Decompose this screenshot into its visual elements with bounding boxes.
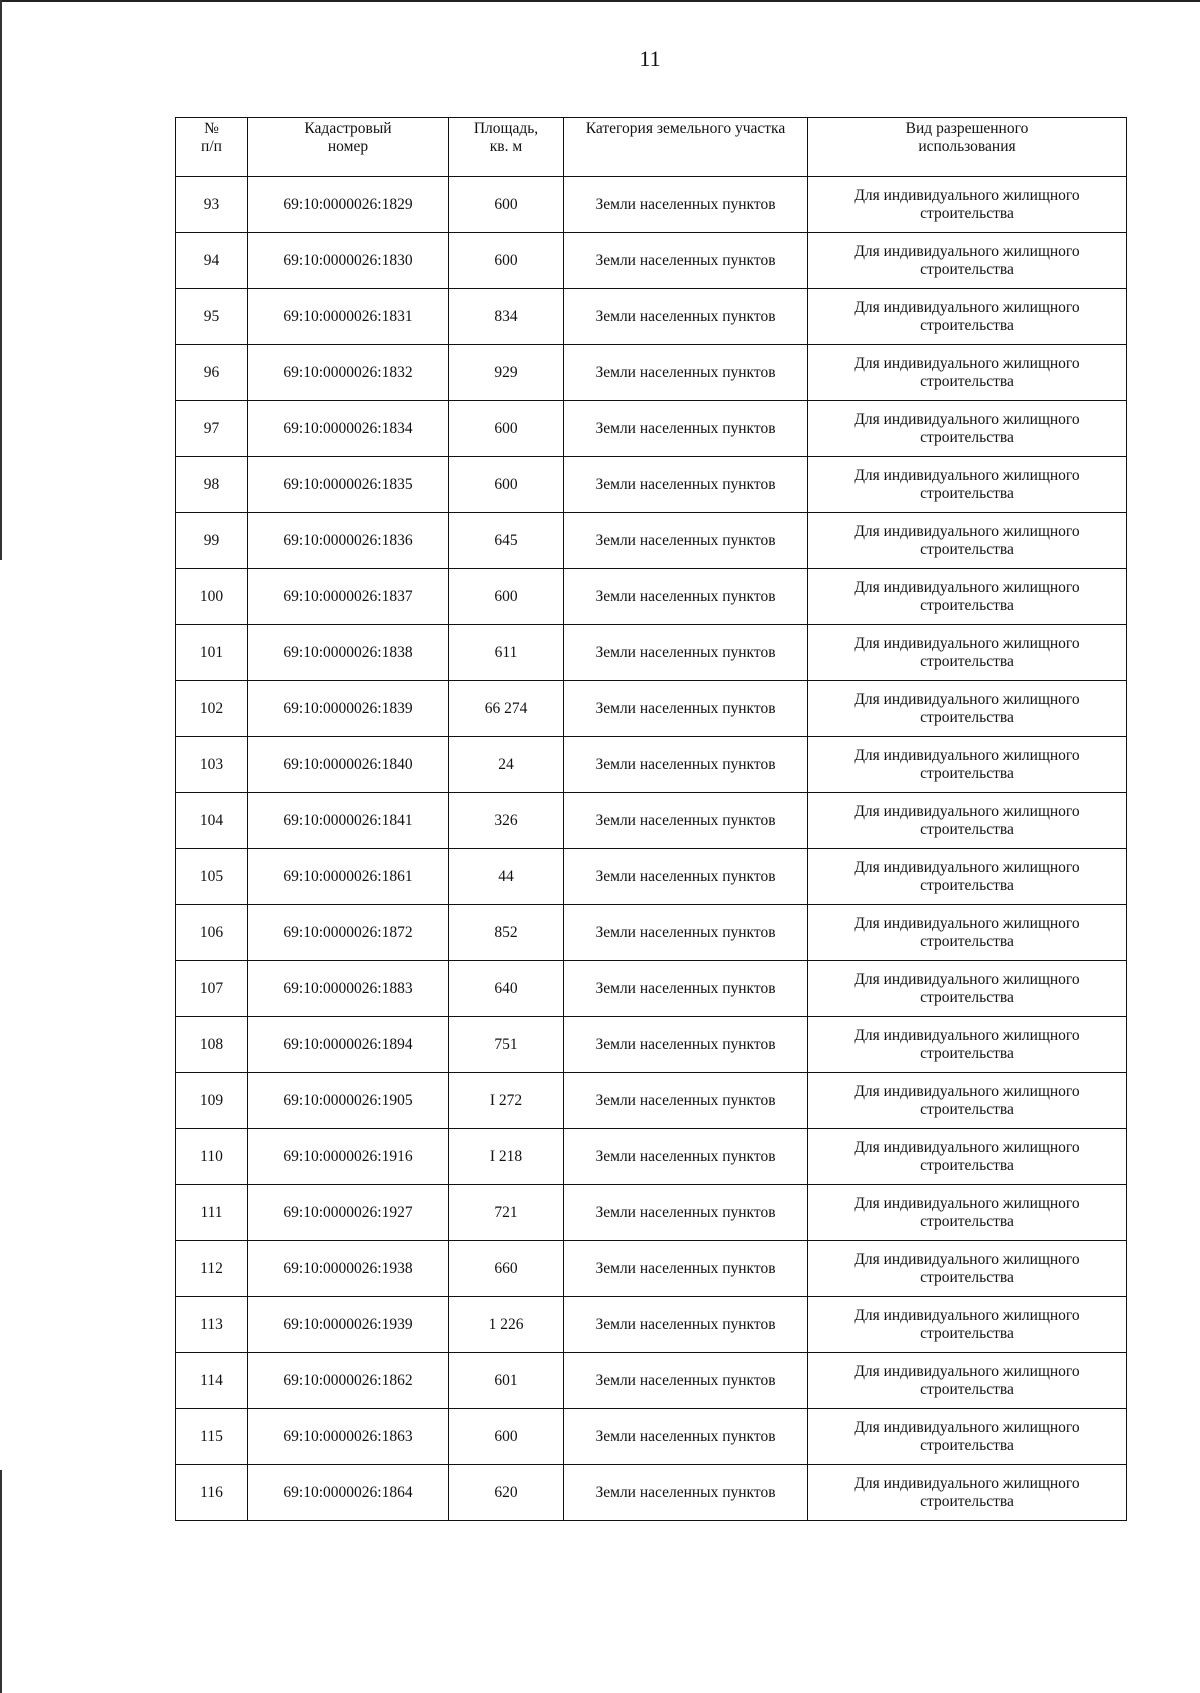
cell-number: 98 [176, 457, 248, 513]
header-cadastral-number: Кадастровый номер [248, 118, 449, 177]
cell-number: 93 [176, 177, 248, 233]
cell-permitted-use: Для индивидуального жилищного строительства [808, 457, 1127, 513]
cell-permitted-use: Для индивидуального жилищного строительства [808, 569, 1127, 625]
cell-permitted-use: Для индивидуального жилищного строительства [808, 1241, 1127, 1297]
cell-number: 105 [176, 849, 248, 905]
table-row [176, 905, 1127, 961]
cell-area: 640 [449, 961, 564, 1017]
cell-number: 110 [176, 1129, 248, 1185]
cell-number: 115 [176, 1409, 248, 1465]
cell-land-category: Земли населенных пунктов [564, 905, 808, 961]
cell-number: 114 [176, 1353, 248, 1409]
cell-permitted-use: Для индивидуального жилищного строительства [808, 681, 1127, 737]
cell-cadastral-number: 69:10:0000026:1839 [248, 681, 449, 737]
table-row [176, 793, 1127, 849]
cell-area: 834 [449, 289, 564, 345]
cell-number: 103 [176, 737, 248, 793]
cell-permitted-use: Для индивидуального жилищного строительства [808, 289, 1127, 345]
cell-number: 113 [176, 1297, 248, 1353]
cell-permitted-use: Для индивидуального жилищного строительства [808, 737, 1127, 793]
cell-land-category: Земли населенных пунктов [564, 1185, 808, 1241]
cell-cadastral-number: 69:10:0000026:1863 [248, 1409, 449, 1465]
table-header-row [176, 118, 1127, 177]
cell-permitted-use: Для индивидуального жилищного строительства [808, 793, 1127, 849]
table-row [176, 513, 1127, 569]
cell-cadastral-number: 69:10:0000026:1938 [248, 1241, 449, 1297]
cell-permitted-use: Для индивидуального жилищного строительства [808, 1073, 1127, 1129]
page-edge-left [0, 0, 2, 560]
cell-permitted-use: Для индивидуального жилищного строительства [808, 345, 1127, 401]
table-row [176, 345, 1127, 401]
table-row [176, 1241, 1127, 1297]
cell-permitted-use: Для индивидуального жилищного строительства [808, 401, 1127, 457]
land-parcels-table [175, 117, 1127, 1521]
table-row [176, 681, 1127, 737]
cell-area: 1 226 [449, 1297, 564, 1353]
header-land-category: Категория земельного участка [564, 118, 808, 177]
cell-permitted-use: Для индивидуального жилищного строительства [808, 1185, 1127, 1241]
cell-area: 24 [449, 737, 564, 793]
cell-cadastral-number: 69:10:0000026:1872 [248, 905, 449, 961]
cell-permitted-use: Для индивидуального жилищного строительства [808, 1409, 1127, 1465]
cell-number: 99 [176, 513, 248, 569]
cell-permitted-use: Для индивидуального жилищного строительства [808, 905, 1127, 961]
cell-land-category: Земли населенных пунктов [564, 569, 808, 625]
table-row [176, 961, 1127, 1017]
cell-land-category: Земли населенных пунктов [564, 849, 808, 905]
cell-area: 600 [449, 457, 564, 513]
cell-permitted-use: Для индивидуального жилищного строительства [808, 961, 1127, 1017]
cell-cadastral-number: 69:10:0000026:1841 [248, 793, 449, 849]
table-row [176, 1185, 1127, 1241]
cell-cadastral-number: 69:10:0000026:1840 [248, 737, 449, 793]
cell-cadastral-number: 69:10:0000026:1837 [248, 569, 449, 625]
cell-number: 102 [176, 681, 248, 737]
table-row [176, 401, 1127, 457]
cell-cadastral-number: 69:10:0000026:1832 [248, 345, 449, 401]
cell-number: 97 [176, 401, 248, 457]
cell-area: 600 [449, 569, 564, 625]
cell-area: 44 [449, 849, 564, 905]
cell-area: 852 [449, 905, 564, 961]
cell-cadastral-number: 69:10:0000026:1883 [248, 961, 449, 1017]
cell-area: 751 [449, 1017, 564, 1073]
cell-land-category: Земли населенных пунктов [564, 401, 808, 457]
cell-cadastral-number: 69:10:0000026:1905 [248, 1073, 449, 1129]
cell-land-category: Земли населенных пунктов [564, 1409, 808, 1465]
cell-number: 111 [176, 1185, 248, 1241]
cell-area: 721 [449, 1185, 564, 1241]
cell-area: I 272 [449, 1073, 564, 1129]
cell-number: 100 [176, 569, 248, 625]
table-row [176, 1073, 1127, 1129]
cell-number: 116 [176, 1465, 248, 1521]
cell-land-category: Земли населенных пунктов [564, 513, 808, 569]
cell-land-category: Земли населенных пунктов [564, 233, 808, 289]
cell-land-category: Земли населенных пунктов [564, 681, 808, 737]
cell-permitted-use: Для индивидуального жилищного строительства [808, 1017, 1127, 1073]
cell-area: 600 [449, 177, 564, 233]
cell-permitted-use: Для индивидуального жилищного строительства [808, 177, 1127, 233]
cell-land-category: Земли населенных пунктов [564, 961, 808, 1017]
cell-cadastral-number: 69:10:0000026:1861 [248, 849, 449, 905]
cell-number: 108 [176, 1017, 248, 1073]
cell-area: 601 [449, 1353, 564, 1409]
cell-land-category: Земли населенных пунктов [564, 1297, 808, 1353]
cell-land-category: Земли населенных пунктов [564, 1241, 808, 1297]
cell-area: 600 [449, 233, 564, 289]
cell-land-category: Земли населенных пунктов [564, 625, 808, 681]
cell-area: 611 [449, 625, 564, 681]
table-row [176, 1465, 1127, 1521]
table-row [176, 1129, 1127, 1185]
header-area: Площадь, кв. м [449, 118, 564, 177]
cell-number: 107 [176, 961, 248, 1017]
cell-area: I 218 [449, 1129, 564, 1185]
cell-area: 66 274 [449, 681, 564, 737]
cell-land-category: Земли населенных пунктов [564, 1129, 808, 1185]
cell-land-category: Земли населенных пунктов [564, 1073, 808, 1129]
cell-land-category: Земли населенных пунктов [564, 793, 808, 849]
cell-permitted-use: Для индивидуального жилищного строительства [808, 513, 1127, 569]
cell-permitted-use: Для индивидуального жилищного строительства [808, 1297, 1127, 1353]
cell-number: 96 [176, 345, 248, 401]
table-row [176, 625, 1127, 681]
cell-number: 106 [176, 905, 248, 961]
cell-number: 94 [176, 233, 248, 289]
cell-area: 326 [449, 793, 564, 849]
cell-area: 620 [449, 1465, 564, 1521]
table-row [176, 1297, 1127, 1353]
cell-number: 112 [176, 1241, 248, 1297]
cell-land-category: Земли населенных пунктов [564, 737, 808, 793]
cell-cadastral-number: 69:10:0000026:1939 [248, 1297, 449, 1353]
cell-cadastral-number: 69:10:0000026:1836 [248, 513, 449, 569]
table-row [176, 289, 1127, 345]
cell-permitted-use: Для индивидуального жилищного строительства [808, 1353, 1127, 1409]
cell-permitted-use: Для индивидуального жилищного строительства [808, 1129, 1127, 1185]
cell-permitted-use: Для индивидуального жилищного строительства [808, 233, 1127, 289]
table-row [176, 233, 1127, 289]
cell-area: 645 [449, 513, 564, 569]
cell-land-category: Земли населенных пунктов [564, 457, 808, 513]
cell-cadastral-number: 69:10:0000026:1916 [248, 1129, 449, 1185]
cell-cadastral-number: 69:10:0000026:1835 [248, 457, 449, 513]
header-permitted-use: Вид разрешенного использования [808, 118, 1127, 177]
cell-permitted-use: Для индивидуального жилищного строительства [808, 625, 1127, 681]
page-edge-left-lower [0, 1470, 2, 1693]
cell-number: 109 [176, 1073, 248, 1129]
cell-land-category: Земли населенных пунктов [564, 1017, 808, 1073]
table-row [176, 1017, 1127, 1073]
cell-land-category: Земли населенных пунктов [564, 1465, 808, 1521]
table-row [176, 457, 1127, 513]
table-row [176, 1409, 1127, 1465]
cell-land-category: Земли населенных пунктов [564, 345, 808, 401]
cell-area: 660 [449, 1241, 564, 1297]
table-row [176, 177, 1127, 233]
table-row [176, 1353, 1127, 1409]
table-row [176, 737, 1127, 793]
page-edge-top [0, 0, 1200, 2]
table-body [176, 177, 1127, 1521]
cell-cadastral-number: 69:10:0000026:1894 [248, 1017, 449, 1073]
cell-cadastral-number: 69:10:0000026:1927 [248, 1185, 449, 1241]
cell-area: 600 [449, 401, 564, 457]
table-row [176, 569, 1127, 625]
cell-number: 104 [176, 793, 248, 849]
cell-land-category: Земли населенных пунктов [564, 177, 808, 233]
cell-cadastral-number: 69:10:0000026:1830 [248, 233, 449, 289]
table-row [176, 849, 1127, 905]
cell-cadastral-number: 69:10:0000026:1829 [248, 177, 449, 233]
cell-cadastral-number: 69:10:0000026:1834 [248, 401, 449, 457]
cell-cadastral-number: 69:10:0000026:1838 [248, 625, 449, 681]
cell-land-category: Земли населенных пунктов [564, 1353, 808, 1409]
cell-permitted-use: Для индивидуального жилищного строительства [808, 849, 1127, 905]
cell-permitted-use: Для индивидуального жилищного строительства [808, 1465, 1127, 1521]
cell-land-category: Земли населенных пунктов [564, 289, 808, 345]
cell-area: 929 [449, 345, 564, 401]
cell-number: 95 [176, 289, 248, 345]
cell-cadastral-number: 69:10:0000026:1864 [248, 1465, 449, 1521]
cell-area: 600 [449, 1409, 564, 1465]
cell-number: 101 [176, 625, 248, 681]
cell-cadastral-number: 69:10:0000026:1862 [248, 1353, 449, 1409]
header-number: № п/п [176, 118, 248, 177]
page-number: 11 [639, 46, 661, 71]
cell-cadastral-number: 69:10:0000026:1831 [248, 289, 449, 345]
